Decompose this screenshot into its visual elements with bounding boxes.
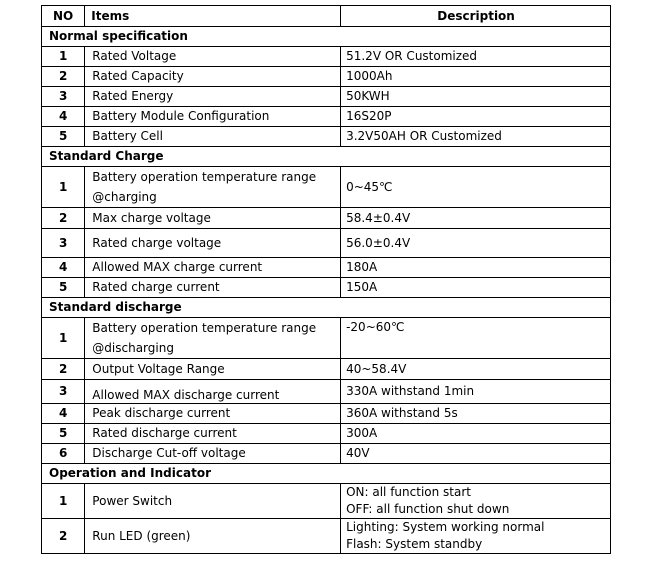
description-cell: 360A withstand 5s xyxy=(341,404,611,424)
item-cell: Battery Cell xyxy=(85,127,341,147)
item-cell: Rated Capacity xyxy=(85,67,341,87)
section-operation-and-indicator xyxy=(42,464,611,484)
row-number: 1 xyxy=(42,47,85,67)
row-number: 5 xyxy=(42,127,85,147)
table-row xyxy=(42,258,611,278)
row-number: 1 xyxy=(42,167,85,208)
table-row xyxy=(42,67,611,87)
item-cell: Rated Energy xyxy=(85,87,341,107)
description-cell: 3.2V50AH OR Customized xyxy=(341,127,611,147)
description-cell: 16S20P xyxy=(341,107,611,127)
header-no: NO xyxy=(42,6,85,27)
section-normal-specification xyxy=(42,27,611,47)
description-cell: 56.0±0.4V xyxy=(341,229,611,258)
description-cell: 330A withstand 1min xyxy=(341,380,611,404)
table-row xyxy=(42,359,611,380)
description-cell: -20~60℃ xyxy=(341,318,611,359)
spec-table xyxy=(41,5,611,554)
header-row xyxy=(42,6,611,27)
item-cell: Run LED (green) xyxy=(85,519,341,554)
row-number: 5 xyxy=(42,424,85,444)
description-cell: 40V xyxy=(341,444,611,464)
table-row xyxy=(42,519,611,554)
table-row xyxy=(42,87,611,107)
section-standard-charge xyxy=(42,147,611,167)
table-row xyxy=(42,208,611,229)
row-number: 4 xyxy=(42,404,85,424)
row-number: 2 xyxy=(42,519,85,554)
description-cell: 40~58.4V xyxy=(341,359,611,380)
row-number: 3 xyxy=(42,380,85,404)
row-number: 1 xyxy=(42,484,85,519)
description-cell: 0~45℃ xyxy=(341,167,611,208)
description-cell: 1000Ah xyxy=(341,67,611,87)
table-row xyxy=(42,484,611,519)
item-cell: Rated Voltage xyxy=(85,47,341,67)
table-row xyxy=(42,278,611,298)
description-line: Lighting: System working normal xyxy=(346,520,545,534)
item-cell: Max charge voltage xyxy=(85,208,341,229)
item-cell: Peak discharge current xyxy=(85,404,341,424)
table-row xyxy=(42,127,611,147)
item-cell: Allowed MAX discharge current xyxy=(85,380,341,404)
row-number: 1 xyxy=(42,318,85,359)
item-cell: Battery operation temperature range @discharging xyxy=(85,318,341,359)
table-row xyxy=(42,107,611,127)
table-row xyxy=(42,404,611,424)
description-cell: 180A xyxy=(341,258,611,278)
item-cell: Output Voltage Range xyxy=(85,359,341,380)
description-line: ON: all function start xyxy=(346,485,471,499)
description-cell: 150A xyxy=(341,278,611,298)
item-cell: Battery operation temperature range @charging xyxy=(85,167,341,208)
row-number: 6 xyxy=(42,444,85,464)
description-cell: 50KWH xyxy=(341,87,611,107)
row-number: 3 xyxy=(42,87,85,107)
section-title: Normal specification xyxy=(42,27,611,47)
table-row xyxy=(42,167,611,208)
table-row xyxy=(42,229,611,258)
description-cell xyxy=(341,484,611,519)
table-row xyxy=(42,318,611,359)
header-items: Items xyxy=(85,6,341,27)
description-cell: 51.2V OR Customized xyxy=(341,47,611,67)
section-title: Standard discharge xyxy=(42,298,611,318)
row-number: 2 xyxy=(42,359,85,380)
row-number: 3 xyxy=(42,229,85,258)
row-number: 4 xyxy=(42,107,85,127)
row-number: 4 xyxy=(42,258,85,278)
item-cell: Rated charge current xyxy=(85,278,341,298)
item-cell: Allowed MAX charge current xyxy=(85,258,341,278)
section-title: Standard Charge xyxy=(42,147,611,167)
row-number: 2 xyxy=(42,67,85,87)
header-description: Description xyxy=(341,6,611,27)
row-number: 5 xyxy=(42,278,85,298)
item-cell: Discharge Cut-off voltage xyxy=(85,444,341,464)
row-number: 2 xyxy=(42,208,85,229)
description-cell: 300A xyxy=(341,424,611,444)
table-row xyxy=(42,47,611,67)
description-line: Flash: System standby xyxy=(346,537,483,551)
item-cell: Battery Module Configuration xyxy=(85,107,341,127)
table-row xyxy=(42,380,611,404)
section-title: Operation and Indicator xyxy=(42,464,611,484)
item-cell: Rated charge voltage xyxy=(85,229,341,258)
section-standard-discharge xyxy=(42,298,611,318)
description-line: OFF: all function shut down xyxy=(346,502,510,516)
table-row xyxy=(42,424,611,444)
item-cell: Rated discharge current xyxy=(85,424,341,444)
item-cell: Power Switch xyxy=(85,484,341,519)
description-cell xyxy=(341,519,611,554)
table-row xyxy=(42,444,611,464)
description-cell: 58.4±0.4V xyxy=(341,208,611,229)
